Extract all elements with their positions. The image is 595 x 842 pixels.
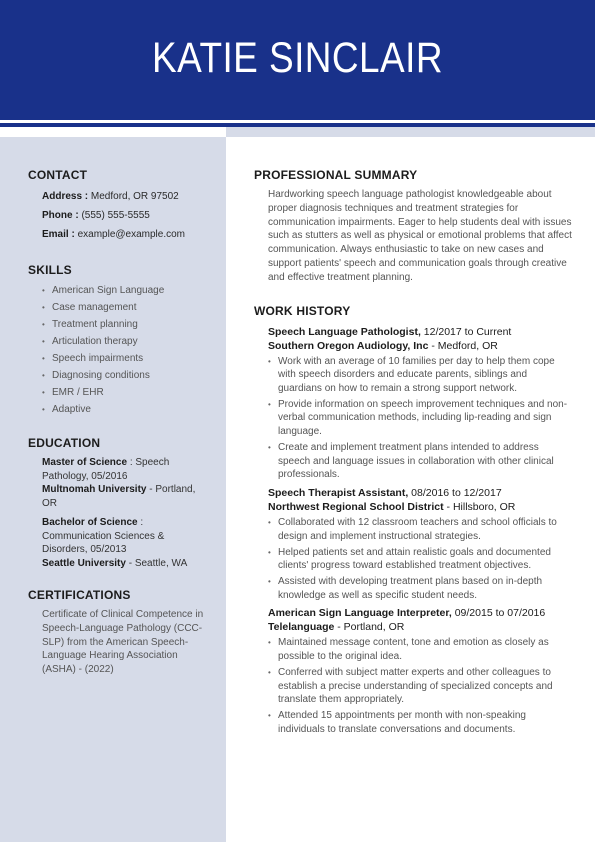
header-banner	[0, 0, 595, 120]
job-bullet: • Work with an average of 10 families per day to help them cope with speech disorders and educate parents, siblings and guardians on how to remain a strong support network.	[268, 355, 572, 396]
degree: Master of Science	[42, 457, 128, 468]
right-column	[254, 167, 572, 739]
job-employer-line	[268, 620, 572, 634]
school-location: - Portland, OR	[42, 484, 196, 509]
skill-item: • EMR / EHR	[42, 384, 208, 401]
school-location: - Seattle, WA	[125, 557, 188, 569]
certifications-heading: CERTIFICATIONS	[28, 588, 131, 602]
job-bullet: • Conferred with subject matter experts and other colleagues to establish a precise understanding of specialized concepts and translate them appropriately.	[268, 666, 572, 707]
job-location: - Hillsboro, OR	[443, 500, 516, 513]
contact-block	[28, 187, 208, 244]
job-employer-line	[268, 339, 572, 353]
job-entry	[254, 606, 572, 736]
phone-value: (555) 555-5555	[81, 210, 150, 221]
job-bullet: • Helped patients set and attain realistic goals and documented clients' progress toward established treatment objectives.	[268, 546, 572, 573]
job-bullet: • Create and implement treatment plans intended to address speech and language issues in collaboration with other clinical professionals.	[268, 441, 572, 482]
candidate-name: KATIE SINCLAIR	[152, 34, 443, 82]
job-title-line	[268, 325, 572, 339]
email-label: Email :	[42, 229, 75, 240]
degree: Bachelor of Science	[42, 517, 138, 528]
contact-phone	[28, 206, 208, 225]
skill-item: • Case management	[42, 299, 208, 316]
skills-heading: SKILLS	[28, 263, 72, 277]
skill-item: • Diagnosing conditions	[42, 367, 208, 384]
job-bullets	[268, 355, 572, 482]
skill-item: • Treatment planning	[42, 316, 208, 333]
left-column	[28, 167, 208, 677]
job-title-line	[268, 606, 572, 620]
skill-item: • American Sign Language	[42, 282, 208, 299]
job-employer: Telelanguage	[268, 621, 335, 634]
job-title: Speech Language Pathologist,	[268, 325, 421, 338]
summary-text: Hardworking speech language pathologist knowledgeable about proper diagnosis techniques and treatment strategies for communication impairments. Eager to help students deal with issues such as stutters as well as physical or emotional problems that affect communication. Always enthusiastic to take on new cases and support patients' speech and communication goals through creative and effective treatment planning.	[268, 189, 572, 283]
job-location: - Medford, OR	[428, 339, 498, 352]
degree-field: : Speech Pathology, 05/2016	[42, 457, 170, 482]
job-bullet: • Attended 15 appointments per month with non-speaking individuals to translate conversations and documents.	[268, 709, 572, 736]
job-dates: 12/2017 to Current	[420, 325, 512, 338]
skills-list	[28, 282, 208, 418]
job-bullet: • Provide information on speech improvement techniques and non-verbal communication methods, including lip-reading and sign language.	[268, 398, 572, 439]
contact-email	[28, 225, 208, 244]
job-employer: Northwest Regional School District	[268, 500, 444, 513]
education-entry	[28, 516, 208, 570]
job-bullets	[268, 636, 572, 736]
school: Seattle University	[42, 557, 126, 569]
contact-address	[28, 187, 208, 206]
job-dates: 08/2016 to 12/2017	[408, 486, 502, 499]
address-value: Medford, OR 97502	[90, 191, 179, 202]
job-bullet: • Collaborated with 12 classroom teachers and school officials to design and implement instructional strategies.	[268, 516, 572, 543]
job-bullets	[268, 516, 572, 603]
job-employer: Southern Oregon Audiology, Inc	[268, 339, 429, 352]
job-location: - Portland, OR	[334, 621, 405, 634]
skill-item: • Speech impairments	[42, 350, 208, 367]
job-entry	[254, 486, 572, 603]
education-heading: EDUCATION	[28, 436, 101, 450]
school: Multnomah University	[42, 484, 147, 495]
contact-heading: CONTACT	[28, 168, 88, 182]
job-entry	[254, 325, 572, 482]
email-value: example@example.com	[77, 229, 185, 240]
certification-text: Certificate of Clinical Competence in Speech-Language Pathology (CCC-SLP) from the American Speech-Language Hearing Association (ASHA) - (2022)	[42, 609, 204, 676]
job-title-line	[268, 486, 572, 500]
work-history-heading: WORK HISTORY	[254, 303, 351, 318]
job-dates: 09/2015 to 07/2016	[451, 607, 546, 620]
job-title: American Sign Language Interpreter,	[268, 607, 452, 620]
job-employer-line	[268, 500, 572, 514]
skill-item: • Articulation therapy	[42, 333, 208, 350]
job-bullet: • Assisted with developing treatment plans based on in-depth knowledge as well as specific student needs.	[268, 575, 572, 602]
summary-heading: PROFESSIONAL SUMMARY	[254, 168, 418, 182]
education-entry	[28, 456, 208, 510]
phone-label: Phone :	[42, 210, 79, 221]
header-stripe	[226, 127, 595, 137]
job-title: Speech Therapist Assistant,	[268, 486, 409, 499]
address-label: Address :	[42, 191, 89, 202]
degree-field: : Communication Sciences & Disorders, 05/2013	[42, 517, 165, 555]
job-bullet: • Maintained message content, tone and emotion as closely as possible to the original idea.	[268, 636, 572, 663]
skill-item: • Adaptive	[42, 401, 208, 418]
